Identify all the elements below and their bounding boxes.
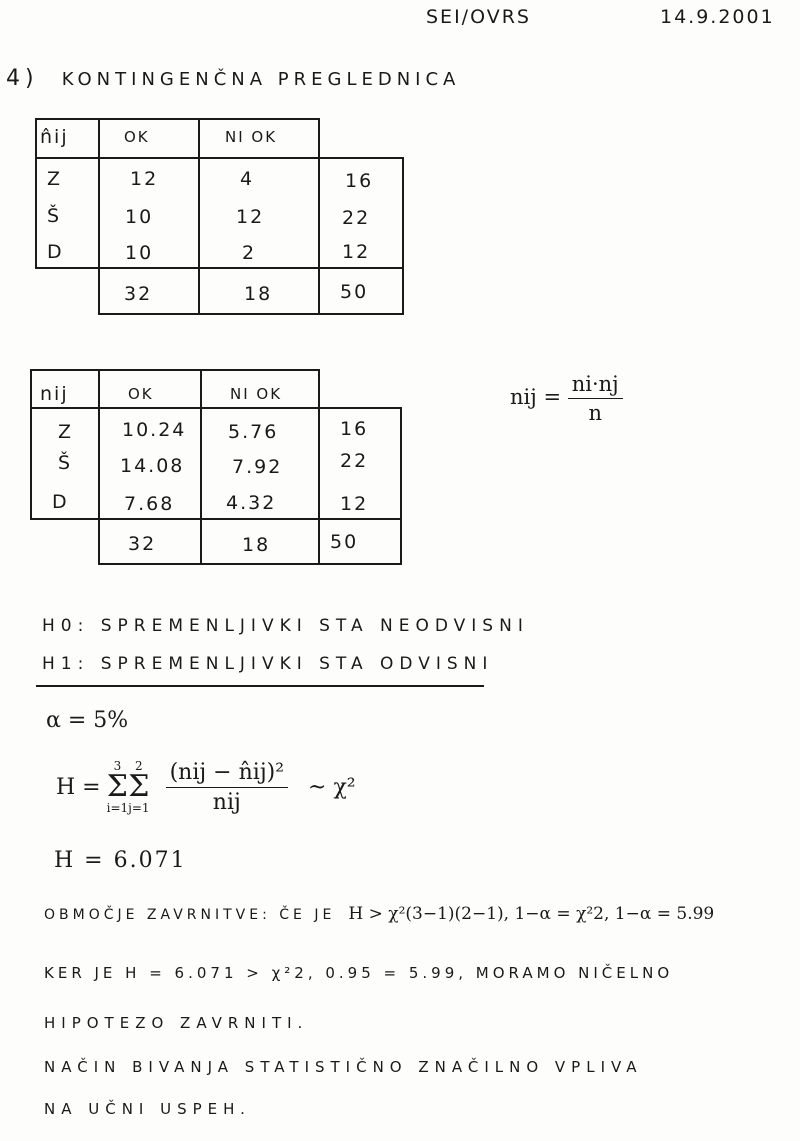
statistic-lhs: H = bbox=[56, 774, 101, 800]
expected-row-label: D bbox=[52, 491, 69, 513]
observed-corner-label: n̂ij bbox=[40, 126, 69, 148]
conclusion-line: NAČIN BIVANJA STATISTIČNO ZNAČILNO VPLIVA bbox=[44, 1058, 643, 1076]
observed-grand-total: 50 bbox=[340, 281, 369, 303]
observed-cell: 12 bbox=[130, 168, 159, 190]
conclusion-line: KER JE H = 6.071 > χ²2, 0.95 = 5.99, MORAMO NIČELNO bbox=[44, 964, 674, 982]
observed-row-total: 16 bbox=[345, 170, 374, 192]
formula-fraction bbox=[568, 372, 623, 425]
formula-lhs: nij bbox=[510, 385, 537, 409]
observed-cell: 4 bbox=[240, 168, 255, 190]
expected-col-header: OK bbox=[128, 385, 154, 403]
section-heading bbox=[6, 66, 460, 91]
expected-row-total: 16 bbox=[340, 418, 369, 440]
expected-col-header: NI OK bbox=[230, 385, 283, 403]
observed-row-label: Z bbox=[47, 168, 63, 190]
significance-level: α = 5% bbox=[46, 708, 129, 733]
expected-cell: 14.08 bbox=[120, 455, 185, 477]
equals-sign: = bbox=[543, 385, 568, 409]
observed-col-total: 18 bbox=[244, 283, 273, 305]
expected-cell: 10.24 bbox=[122, 419, 187, 441]
null-hypothesis: H0: SPREMENLJIVKI STA NEODVISNI bbox=[42, 616, 529, 636]
observed-cell: 12 bbox=[236, 206, 265, 228]
rejection-region-condition: H > χ²(3−1)(2−1), 1−α = χ²2, 1−α = 5.99 bbox=[348, 904, 715, 924]
statistic-denominator: nij bbox=[212, 789, 241, 815]
statistic-fraction bbox=[166, 760, 288, 815]
test-statistic-formula bbox=[56, 752, 356, 822]
rejection-region-label: OBMOČJE ZAVRNITVE: ČE JE bbox=[44, 907, 336, 923]
section-number: 4) bbox=[6, 66, 39, 91]
expected-cell: 7.92 bbox=[232, 456, 283, 478]
observed-row-label: Š bbox=[47, 205, 62, 227]
conclusion-line: NA UČNI USPEH. bbox=[44, 1100, 251, 1118]
course-code: SEI/OVRS bbox=[426, 6, 531, 28]
statistic-numerator: (nij − n̂ij)² bbox=[166, 760, 288, 788]
sum-i-upper: 3 bbox=[113, 759, 122, 773]
expected-row-total: 22 bbox=[340, 450, 369, 472]
observed-cell: 10 bbox=[125, 242, 154, 264]
sum-j-lower: j=1 bbox=[128, 801, 150, 815]
observed-row-total: 12 bbox=[342, 241, 371, 263]
observed-col-header: OK bbox=[124, 128, 150, 146]
sigma-icon: Σ bbox=[106, 769, 128, 804]
formula-denominator: n bbox=[588, 401, 602, 425]
sum-i-lower: i=1 bbox=[106, 801, 129, 815]
expected-row-label: Z bbox=[58, 421, 74, 443]
expected-row-label: Š bbox=[58, 452, 73, 474]
observed-cell: 10 bbox=[125, 206, 154, 228]
alternative-hypothesis: H1: SPREMENLJIVKI STA ODVISNI bbox=[42, 654, 494, 674]
expected-cell: 4.32 bbox=[226, 492, 277, 514]
hypotheses-underline bbox=[36, 685, 484, 687]
sum-j-upper: 2 bbox=[135, 759, 143, 773]
expected-col-total: 32 bbox=[128, 533, 157, 555]
observed-col-total: 32 bbox=[124, 283, 153, 305]
expected-corner-label: nij bbox=[40, 383, 69, 405]
observed-row-total: 22 bbox=[342, 207, 371, 229]
expected-cell: 5.76 bbox=[228, 421, 279, 443]
formula-numerator: ni·nj bbox=[568, 372, 623, 399]
expected-grand-total: 50 bbox=[330, 531, 359, 553]
sum-j bbox=[128, 760, 149, 814]
statistic-result: H = 6.071 bbox=[54, 848, 187, 873]
date: 14.9.2001 bbox=[660, 6, 775, 28]
expected-cell: 7.68 bbox=[124, 493, 175, 515]
distribution-label: ~ χ² bbox=[308, 774, 356, 800]
sum-i bbox=[107, 760, 129, 814]
expected-col-total: 18 bbox=[242, 534, 271, 556]
observed-row-label: D bbox=[47, 241, 64, 263]
section-title: KONTINGENČNA PREGLEDNICA bbox=[61, 69, 461, 90]
observed-cell: 2 bbox=[242, 242, 257, 264]
observed-col-header: NI OK bbox=[225, 128, 278, 146]
rejection-region bbox=[44, 904, 714, 924]
expected-frequency-formula bbox=[510, 372, 623, 425]
sigma-icon: Σ bbox=[128, 769, 150, 804]
conclusion-line: HIPOTEZO ZAVRNITI. bbox=[44, 1014, 309, 1032]
expected-row-total: 12 bbox=[340, 493, 369, 515]
